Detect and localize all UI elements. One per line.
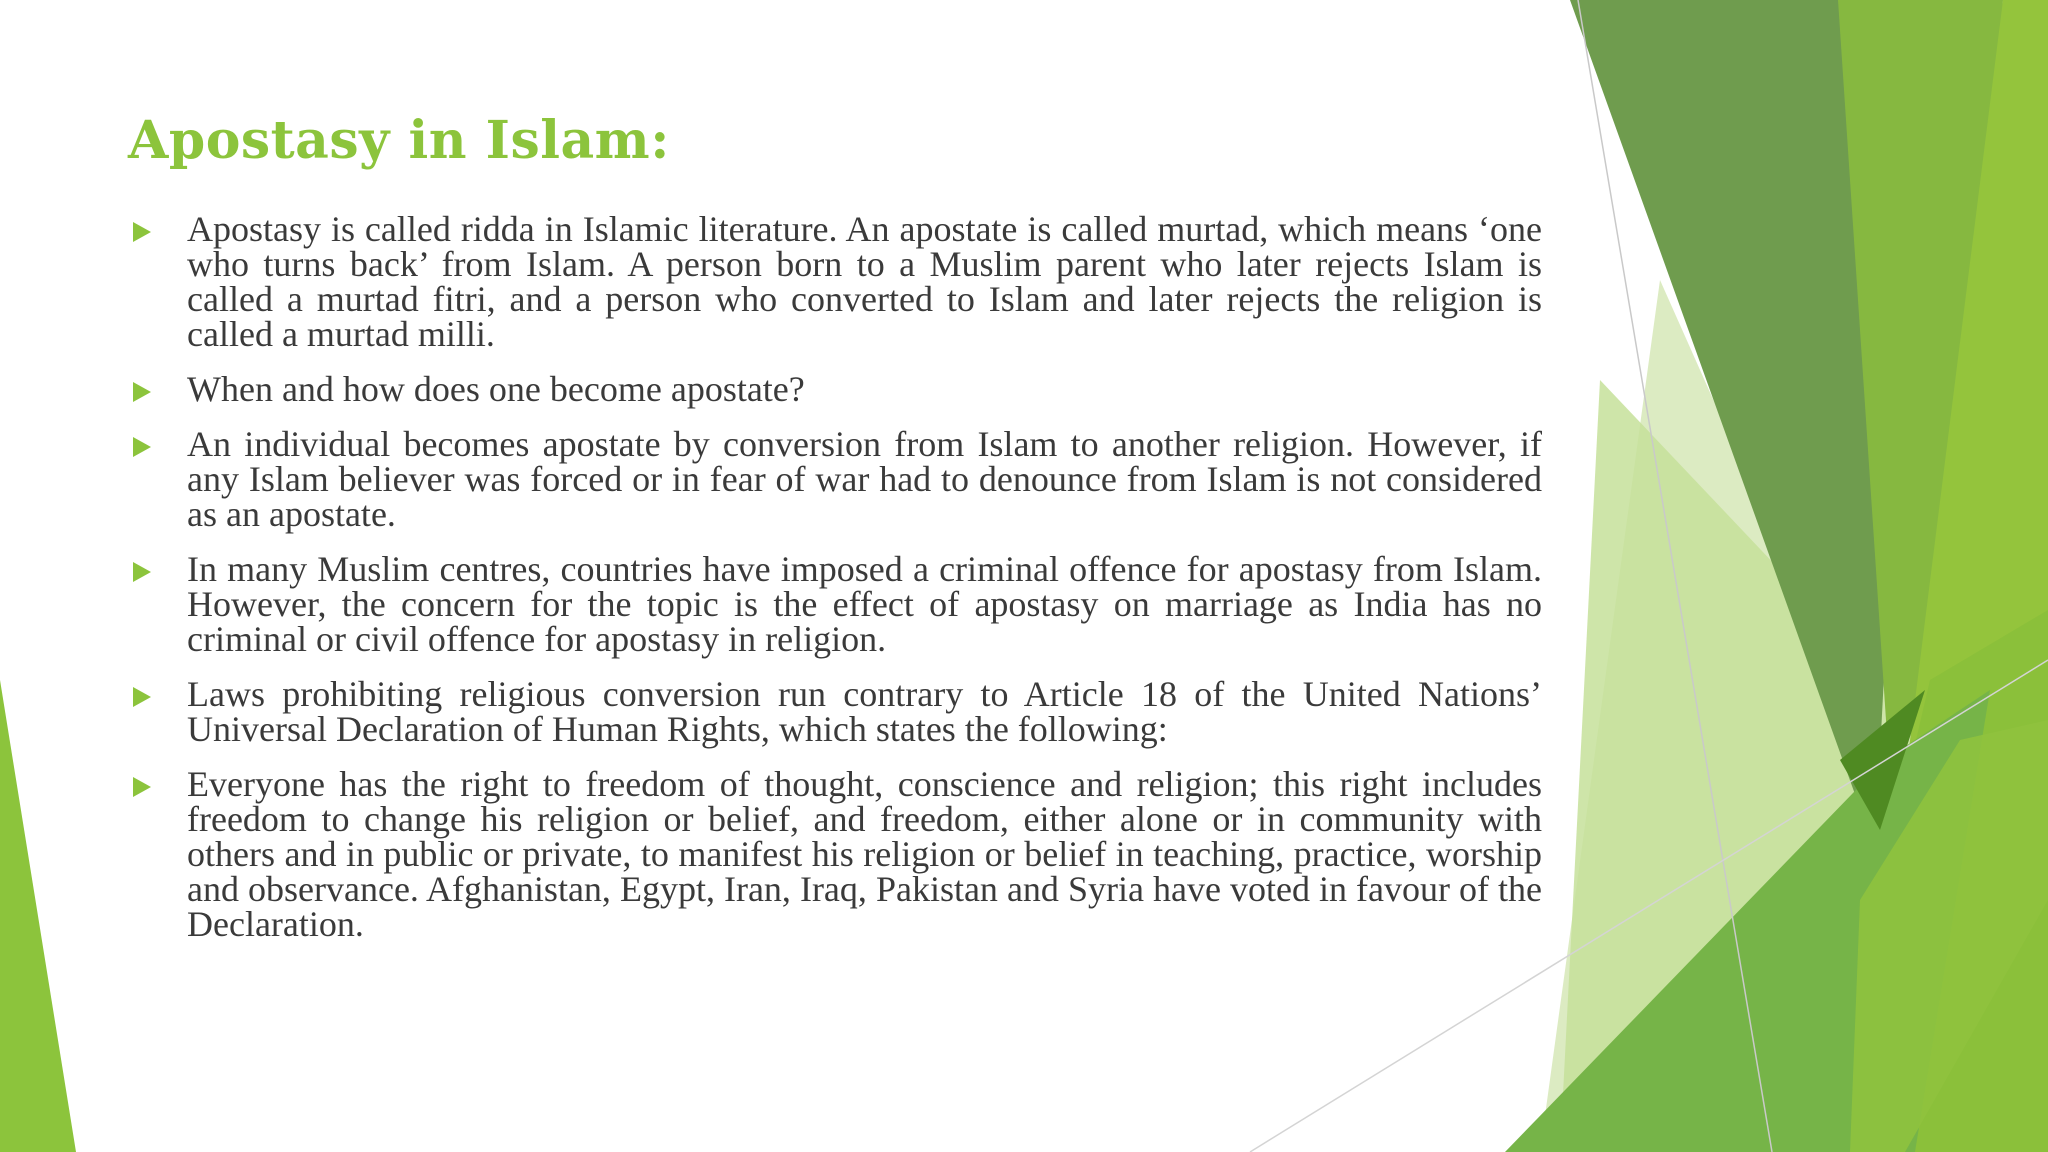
bullet-text: Everyone has the right to freedom of thought, conscience and religion; this right includes freedom to change his religion or belief, and freedom, either alone or in community with others and in public or private, to manifest his religion or belief in teaching, practice, worship and observance. Afghanistan, Egypt, Iran, Iraq, Pakistan and Syria have voted in favour of the Declaration. (187, 764, 1542, 944)
bullet-text: Laws prohibiting religious conversion run contrary to Article 18 of the United Nations’ Universal Declaration of Human Rights, which states the following: (187, 674, 1542, 749)
bullet-item (130, 764, 1542, 944)
bullet-text: Apostasy is called ridda in Islamic literature. An apostate is called murtad, which means ‘one who turns back’ from Islam. A person born to a Muslim parent who later rejects Islam is called a murtad fitri, and a person who converted to Islam and later rejects the religion is called a murtad milli. (187, 209, 1542, 354)
bullet-text: When and how does one become apostate? (187, 369, 805, 409)
bullet-item (130, 549, 1542, 659)
bullet-item (130, 209, 1542, 354)
decor-left-triangle (0, 680, 76, 1152)
bullet-arrow-icon (133, 562, 151, 582)
bullet-list (130, 209, 1542, 962)
bullet-item (130, 369, 1542, 409)
bullet-arrow-icon (133, 382, 151, 402)
bullet-arrow-icon (133, 222, 151, 242)
bullet-arrow-icon (133, 687, 151, 707)
bullet-arrow-icon (133, 777, 151, 797)
bullet-item (130, 674, 1542, 749)
bullet-text: An individual becomes apostate by conversion from Islam to another religion. However, if any Islam believer was forced or in fear of war had to denounce from Islam is not considered as an apostate. (187, 424, 1542, 534)
slide-title: Apostasy in Islam: (128, 110, 670, 171)
bullet-text: In many Muslim centres, countries have imposed a criminal offence for apostasy from Islam. However, the concern for the topic is the effect of apostasy on marriage as India has no criminal or civil offence for apostasy in religion. (187, 549, 1542, 659)
bullet-item (130, 424, 1542, 534)
bullet-arrow-icon (133, 437, 151, 457)
